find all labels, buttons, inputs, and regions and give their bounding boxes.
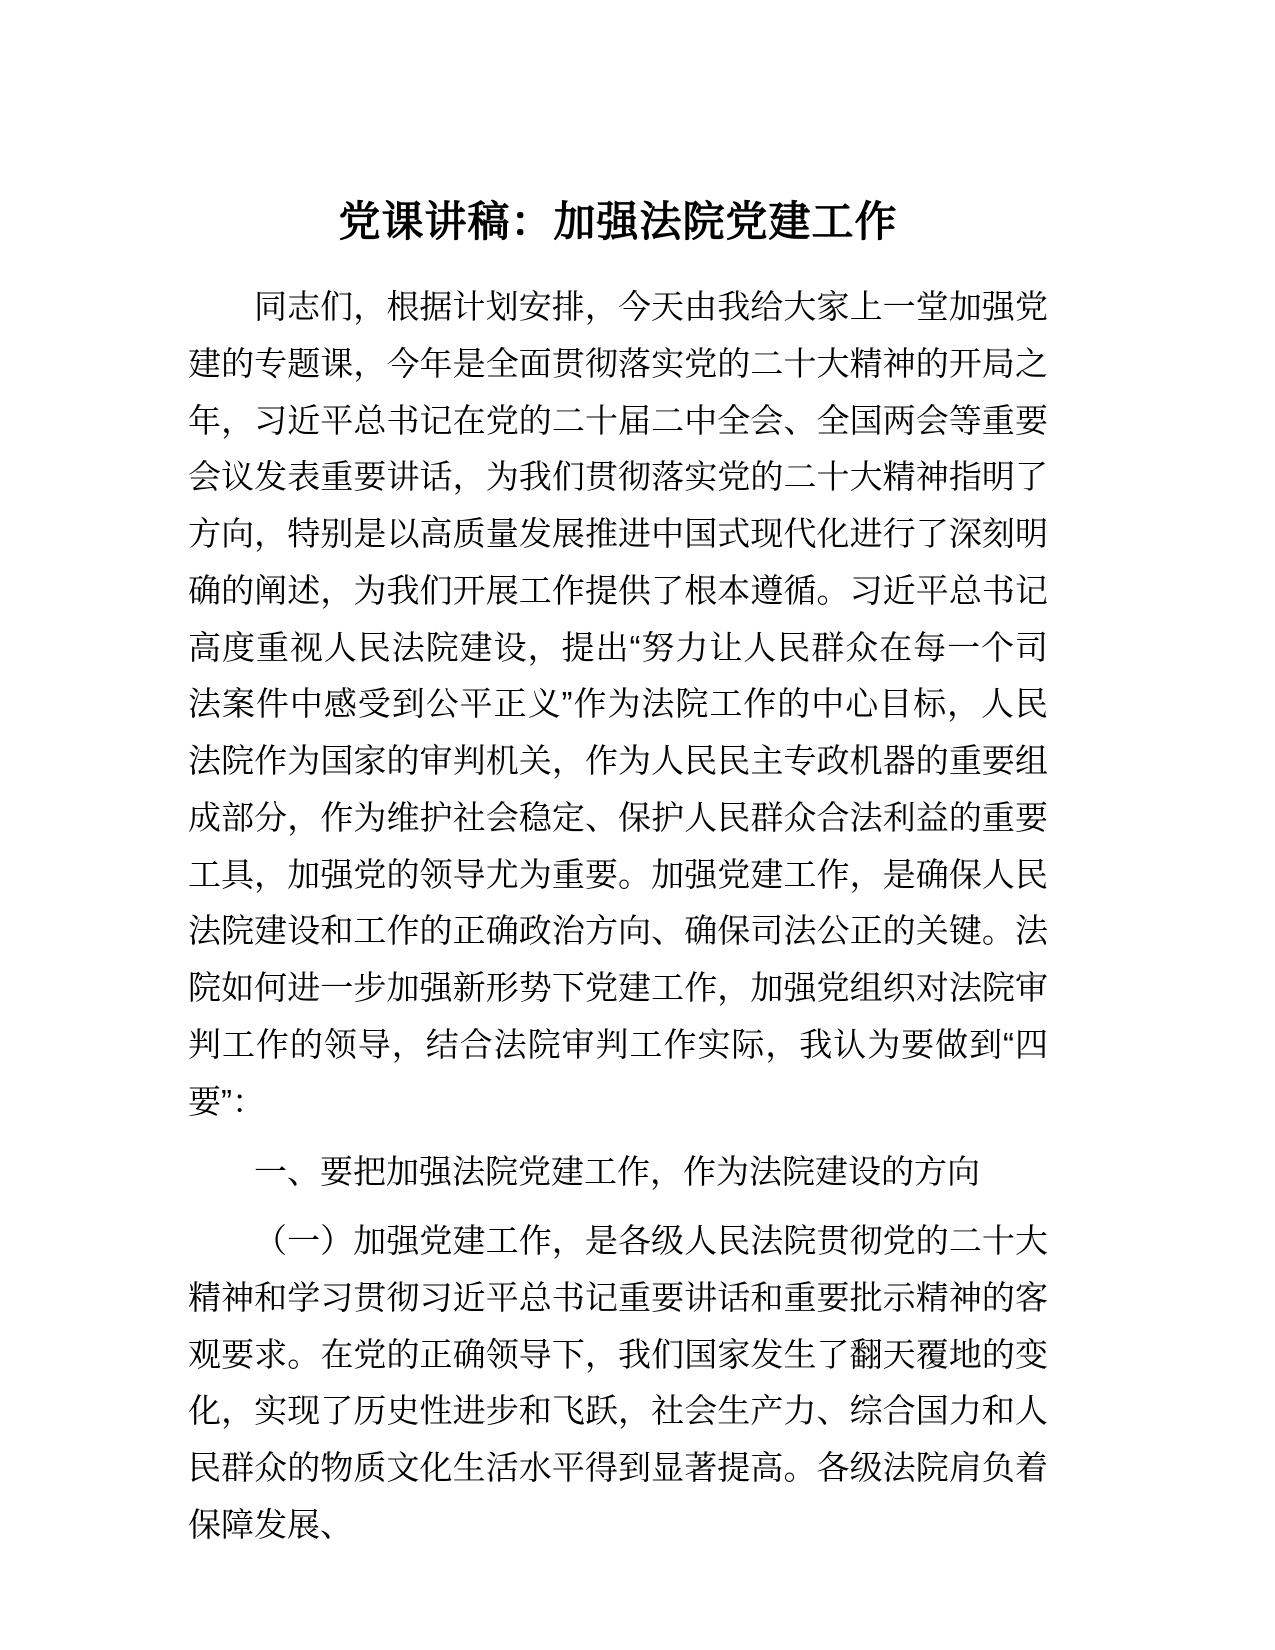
document-title: 党课讲稿：加强法院党建工作 bbox=[338, 198, 898, 245]
paragraph-intro: 同志们，根据计划安排，今天由我给大家上一堂加强党建的专题课，今年是全面贯彻落实党的二十大精神的开局之年，习近平总书记在党的二十届二中全会、全国两会等重要会议发表重要讲话，为我们贯彻落实党的二十大精神指明了方向，特别是以高质量发展推进中国式现代化进行了深刻明确的阐述，为我们开展工作提供了根本遵循。习近平总书记高度重视人民法院建设，提出“努力让人民群众在每一个司法案件中感受到公平正义”作为法院工作的中心目标，人民法院作为国家的审判机关，作为人民民主专政机器的重要组成部分，作为维护社会稳定、保护人民群众合法利益的重要工具，加强党的领导尤为重要。加强党建工作，是确保人民法院建设和工作的正确政治方向、确保司法公正的关键。法院如何进一步加强新形势下党建工作，加强党组织对法院审判工作的领导，结合法院审判工作实际，我认为要做到“四要”： bbox=[188, 288, 1048, 1120]
section-heading-1: 一、要把加强法院党建工作，作为法院建设的方向 bbox=[254, 1153, 980, 1191]
document-text-column bbox=[188, 190, 1048, 1554]
paragraph-section-1-sub-1: （一）加强党建工作，是各级人民法院贯彻党的二十大精神和学习贯彻习近平总书记重要讲话和重要批示精神的客观要求。在党的正确领导下，我们国家发生了翻天覆地的变化，实现了历史性进步和飞跃，社会生产力、综合国力和人民群众的物质文化生活水平得到显著提高。各级法院肩负着保障发展、 bbox=[188, 1222, 1048, 1543]
